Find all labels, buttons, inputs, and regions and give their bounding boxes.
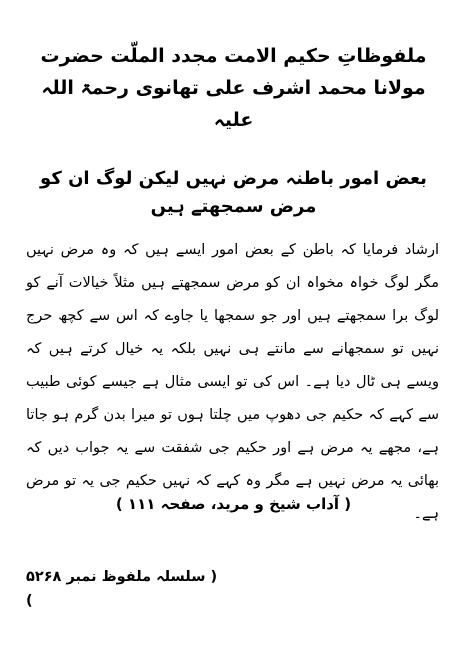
body-text	[26, 234, 439, 531]
series-number: ( سلسلہ ملفوظ نمبر ۵۲۶۸ )	[26, 569, 218, 609]
source-reference: ( آداب شیخ و مرید، صفحہ ۱۱۱ )	[115, 495, 352, 513]
section-heading: بعض امور باطنہ مرض نہیں لیکن لوگ ان کو مرض سمجھتے ہیں	[40, 168, 427, 217]
document-title: ملفوظاتِ حکیم الامت مجدد الملّت حضرت مولانا محمد اشرف علی تھانوی رحمۃ اللہ علیہ	[40, 45, 427, 131]
body-paragraph: ارشاد فرمایا کہ باطن کے بعض امور ایسے ہیں کہ وہ مرض نہیں مگر لوگ خواہ مخواہ ان کو مرض سمجھتے ہیں مثلاً خیالات آنے کو لوگ برا سمجھتے ہیں اور جو سمجھا یا جاوے کہ اس سے کچھ حرج نہیں تو سمجھانے سے مانتے ہی نہیں بلکہ یہ خیال کرتے ہیں کہ ویسے ہی ٹال دیا ہے۔ اس کی تو ایسی مثال ہے جیسے کوئی طبیب سے کہے کہ حکیم جی دھوپ میں چلتا ہوں تو میرا بدن گرم ہو جاتا ہے، مجھے یہ مرض ہے اور حکیم جی شفقت سے یہ جواب دیں کہ بھائی یہ مرض نہیں ہے مگر وہ کہے کہ نہیں حکیم جی یہ تو مرض ہے۔	[26, 242, 439, 522]
